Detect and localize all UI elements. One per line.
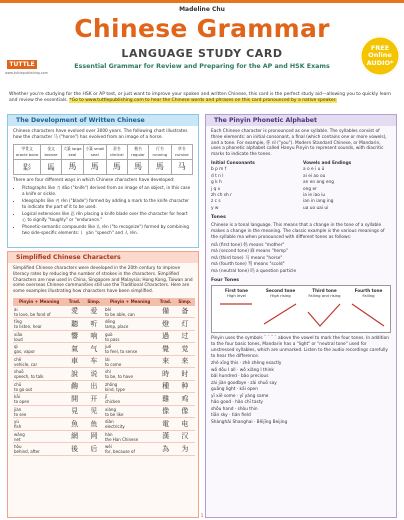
finals-column <box>303 161 391 212</box>
tone-chart <box>211 285 391 333</box>
script-style-glyph: 馬 <box>127 159 148 174</box>
evolution-heading: The Development of Written Chinese <box>8 115 198 126</box>
traditional-char: 為 <box>156 443 174 456</box>
script-style-glyph: 馬 <box>149 159 171 174</box>
meaning: kind, type <box>104 386 125 392</box>
traditional-char: 後 <box>65 443 83 456</box>
tone-desc: High rising <box>270 293 291 299</box>
pinyin-meaning-cell <box>13 380 65 393</box>
pinyin-meaning-cell <box>13 330 65 343</box>
table-row <box>13 430 195 443</box>
simplified-char: 网 <box>84 430 104 443</box>
meaning: the Han Chinese <box>104 436 139 442</box>
table-row <box>13 443 195 456</box>
pinyin-meaning-cell <box>104 380 156 393</box>
meaning: vehicle, car <box>14 361 38 367</box>
tone-column <box>346 288 391 298</box>
final-row: an en ang eng <box>303 180 334 186</box>
initials-heading: Initial Consonants <box>211 160 255 166</box>
intro-text: Whether you're studying for the HSK or AP test, or just want to improve your spoken and written Chinese, this card is the perfect study aid—allowing you to quickly learn and review the essentials. <box>9 92 391 104</box>
pinyin: diàn <box>104 419 114 425</box>
simplified-char: 后 <box>84 443 104 456</box>
traditional-char: 車 <box>65 355 83 368</box>
page-number: 1 <box>200 513 204 518</box>
pinyin-meaning-cell <box>13 430 65 443</box>
tone-name: First tone <box>224 288 248 294</box>
column-header: Trad. <box>65 298 83 306</box>
pinyin: shuō <box>14 369 24 375</box>
script-style-glyph: 𢒠 <box>14 159 41 174</box>
pinyin: shì <box>104 369 111 375</box>
pinyin: guò <box>104 331 113 337</box>
table-row <box>13 380 195 393</box>
meaning: to go out <box>14 386 33 392</box>
tagline: Essential Grammar for Review and Preparing for the AP and HSK Exams <box>74 63 330 70</box>
pinyin-meaning-cell <box>104 368 156 381</box>
tone-chart-caption: Four Tones <box>211 278 240 284</box>
pinyin-example: hǎo good · hǎo chī tasty <box>211 400 263 406</box>
script-style-label: 隶书 clerical <box>106 144 127 159</box>
table-row <box>13 318 195 331</box>
tone-desc: Falling <box>362 293 375 299</box>
table-row <box>13 418 195 431</box>
meaning: speech, to talk <box>14 374 44 380</box>
script-style-label: 行书 running <box>149 144 171 159</box>
simplified-char: 说 <box>84 368 104 381</box>
final-row: ong er <box>303 186 317 192</box>
simplified-char: 过 <box>175 330 195 343</box>
script-style-label: 楷书 regular <box>127 144 148 159</box>
traditional-char: 燈 <box>156 318 174 331</box>
final-row: a o e i u ü <box>303 167 325 173</box>
publisher-logo: TUTTLE <box>7 60 37 69</box>
traditional-char: 聽 <box>65 318 83 331</box>
pinyin-meaning-cell <box>104 430 156 443</box>
table-row <box>13 368 195 381</box>
final-row: ai ei ao ou <box>303 173 326 179</box>
pinyin: xiāo <box>14 331 23 337</box>
meaning: gas, vapor <box>14 349 36 355</box>
final-row: ua uo uai ui <box>303 205 329 211</box>
script-style-label: 金文 bronze <box>41 144 62 159</box>
pinyin-meaning-cell <box>104 443 156 456</box>
tones-heading: Tones <box>211 215 226 221</box>
meaning: behind, after <box>14 449 40 455</box>
simplified-table <box>13 298 195 456</box>
traditional-char: 電 <box>156 418 174 431</box>
pinyin-meaning-cell <box>13 443 65 456</box>
meaning: to open <box>14 399 30 405</box>
pinyin: yù <box>14 419 19 425</box>
audio-link-note[interactable]: *Go to www.tuttlepublishing.com to hear the Chinese words and phrases on this card pronounced by a native speaker. <box>69 98 337 104</box>
initial-row: y w <box>211 205 219 211</box>
script-style-glyph: 𩡧 <box>41 159 62 174</box>
simplified-char: 鱼 <box>84 418 104 431</box>
script-style-glyph: 馬 <box>83 159 106 174</box>
meaning: fish <box>14 424 22 430</box>
script-style-label: 草书 cursive <box>171 144 192 159</box>
pinyin-meaning-cell <box>13 306 65 318</box>
column-header: Pinyin + Meaning <box>13 298 65 306</box>
simplified-char: 开 <box>84 393 104 406</box>
table-row <box>13 330 195 343</box>
table-row <box>13 306 195 318</box>
meaning: to be, to have <box>104 374 133 380</box>
pinyin-meaning-cell <box>13 418 65 431</box>
script-style-label: 小篆 small seal <box>85 146 105 158</box>
script-style-glyph: 马 <box>171 159 192 174</box>
script-style-glyph: 馬 <box>61 159 83 174</box>
table-row <box>13 393 195 406</box>
initial-row: b p m f <box>211 167 227 173</box>
pinyin-example: shǒu hand · shòu thin <box>211 406 258 412</box>
simplified-char: 灯 <box>175 318 195 331</box>
simplified-char: 为 <box>175 443 195 456</box>
evolution-bullet: • Ideographs like 刃 rèn ("blade") formed by adding a mark to the knife character to indicate the part of it to be used. <box>22 198 192 210</box>
pinyin-sound-grid <box>211 161 391 212</box>
meaning: for, because of <box>104 449 135 455</box>
traditional-char: 來 <box>156 355 174 368</box>
pinyin-text: Each Chinese character is pronounced as one syllable. The syllables consist of three elements: an initial consonant, a final (which contains one or more vowels), and a tone. For example, 你 nǐ ("you"). Modern Standard Chinese, or Mandarin, uses a phonetic alphabet called Hanyu Pinyin to represent sounds, with diacritic marks to indicate the tones. <box>211 129 387 158</box>
meaning: chicken <box>104 399 121 405</box>
free-audio-badge <box>360 36 400 76</box>
simplified-char: 爱 <box>84 306 104 318</box>
pinyin: wǎng <box>14 431 25 437</box>
traditional-char: 響 <box>65 330 83 343</box>
pinyin-meaning-cell <box>13 368 65 381</box>
pinyin: zhǒng <box>104 381 118 387</box>
tone-name: Fourth tone <box>354 288 383 294</box>
traditional-char: 齣 <box>65 380 83 393</box>
evolution-intro2: There are four different ways in which Chinese characters have developed: <box>13 177 175 183</box>
initial-row: j q x <box>211 186 221 192</box>
simplified-char: 电 <box>175 418 195 431</box>
badge-line2: Online <box>368 51 392 60</box>
pinyin: qì <box>14 344 18 350</box>
pinyin: ài <box>14 306 18 312</box>
meaning: to love, be fond of <box>14 311 51 317</box>
pinyin: chē <box>14 356 22 362</box>
meaning: loud <box>14 336 23 342</box>
evolution-panel <box>7 114 199 248</box>
page-subtitle: LANGUAGE STUDY CARD <box>121 47 283 60</box>
traditional-char: 過 <box>156 330 174 343</box>
author-name: Madeline Chu <box>179 6 225 13</box>
traditional-char: 備 <box>156 306 174 318</box>
evolution-bullets <box>8 183 198 235</box>
pinyin-meaning-cell <box>104 405 156 418</box>
traditional-char: 說 <box>65 368 83 381</box>
pinyin-meaning-cell <box>104 393 156 406</box>
pinyin-meaning-cell <box>104 418 156 431</box>
simplified-heading: Simplified Chinese Characters <box>8 252 198 263</box>
column-header: Simp. <box>84 298 104 306</box>
meaning: to pass <box>104 336 120 342</box>
pinyin: bèi <box>104 306 112 312</box>
simplified-char: 车 <box>84 355 104 368</box>
tone-desc: High level <box>227 293 246 299</box>
meaning: net <box>14 436 21 442</box>
initial-row: d t n l <box>211 173 224 179</box>
meaning: to be like <box>104 411 124 417</box>
pinyin: dēng <box>104 319 116 325</box>
simplified-char: 听 <box>84 318 104 331</box>
pinyin-example: zài jiàn goodbye · zài shuō say <box>211 380 277 386</box>
evolution-bullet: • Logical extensions like 忍 rěn placing a knife blade over the character for heart 心 to signify "toughly" or "endurance." <box>22 211 192 223</box>
table-row <box>13 343 195 356</box>
tone-examples <box>206 241 396 276</box>
traditional-char: 漢 <box>156 430 174 443</box>
tone-name: Second tone <box>265 288 296 294</box>
pinyin-example: Shànghǎi Shanghai · Běijīng Beijing <box>211 419 288 425</box>
tone-column <box>258 288 303 298</box>
pinyin-meaning-cell <box>13 318 65 331</box>
pinyin-meaning-cell <box>13 355 65 368</box>
traditional-char: 見 <box>65 405 83 418</box>
pinyin-example: guāng light · kāi open <box>211 387 258 393</box>
evolution-bullet: • Pictographs like 刀 dāo ("knife") derived from an image of an object, in this case a knife or sickle. <box>22 185 192 197</box>
final-row: ian in iang ing <box>303 199 334 205</box>
traditional-char: 時 <box>156 368 174 381</box>
pinyin: kāi <box>14 394 20 400</box>
meaning: to listen, hear <box>14 324 42 330</box>
pinyin: tīng <box>14 319 22 325</box>
simplified-panel <box>7 251 199 518</box>
script-style-glyph: 馬 <box>106 159 127 174</box>
simplified-char: 气 <box>84 343 104 356</box>
pinyin-meaning-cell <box>13 343 65 356</box>
pinyin: chū <box>14 381 22 387</box>
pinyin-meaning-cell <box>104 306 156 318</box>
simplified-char: 鸡 <box>175 393 195 406</box>
pinyin-meaning-cell <box>13 405 65 418</box>
simplified-char: 出 <box>84 380 104 393</box>
pinyin: xiàng <box>104 406 116 412</box>
simplified-char: 响 <box>84 330 104 343</box>
simplified-char: 种 <box>175 380 195 393</box>
tone-name: Third tone <box>312 288 337 294</box>
traditional-char: 覺 <box>156 343 174 356</box>
column-header: Simp. <box>175 298 195 306</box>
column-header: Pinyin + Meaning <box>104 298 156 306</box>
pinyin-meaning-cell <box>104 343 156 356</box>
initials-column <box>211 161 299 212</box>
tone-example: mà (fourth tone) 骂 means "scold" <box>211 262 285 268</box>
pinyin: lái <box>104 356 110 362</box>
evolution-text: Chinese characters have evolved over 3000 years. The following chart illustrates how the character 马 ("horse") has evolved from an image of a horse. <box>13 129 188 140</box>
page-title: Chinese Grammar <box>74 14 330 43</box>
pinyin-example: tiān sky · tián field <box>211 413 251 419</box>
simplified-char: 汉 <box>175 430 195 443</box>
simplified-text: Simplified Chinese characters were developed in the 20th century to improve literacy rates by reducing the number of strokes in the characters. Simplified Characters are now used in China, Singapore and Malaysia; Hong Kong, Taiwan and some overseas Chinese communities still use the Traditional Characters. Here are some examples illustrating how characters have been simplified. <box>13 266 193 295</box>
initial-row: g k h <box>211 180 222 186</box>
top-accent-strip <box>0 0 404 3</box>
traditional-char: 愛 <box>65 306 83 318</box>
simplified-char: 见 <box>84 405 104 418</box>
final-row: ia ie iao iu <box>303 193 326 199</box>
tone-example: ma (neutral tone) 吗 a question particle <box>211 268 297 274</box>
pinyin-heading: The Pinyin Phonetic Alphabet <box>206 115 396 126</box>
pinyin-meaning-cell <box>104 318 156 331</box>
tone-column <box>302 288 347 298</box>
initial-row: z c s <box>211 199 221 205</box>
traditional-char: 氣 <box>65 343 83 356</box>
traditional-char: 雞 <box>156 393 174 406</box>
traditional-char: 開 <box>65 393 83 406</box>
pinyin: hàn <box>104 431 113 437</box>
publisher-url[interactable]: www.tuttlepublishing.com <box>5 71 48 75</box>
tone-desc: Falling and rising <box>308 293 341 299</box>
simplified-char: 来 <box>175 355 195 368</box>
script-style-label: 大篆 large seal <box>63 146 82 158</box>
pinyin-meaning-cell <box>104 330 156 343</box>
meaning: to come <box>104 361 122 367</box>
pinyin-meaning-cell <box>13 393 65 406</box>
tone-example: mā (first tone) 妈 means "mother" <box>211 242 285 248</box>
traditional-char: 像 <box>156 405 174 418</box>
tone-example: mǎ (third tone) 马 means "horse" <box>211 255 283 261</box>
pinyin: wèi <box>104 444 112 450</box>
column-header: Trad. <box>156 298 174 306</box>
tone-example: má (second tone) 麻 means "hemp" <box>211 249 288 255</box>
meaning: to be able, can <box>104 311 135 317</box>
meaning: lamp, place <box>104 324 129 330</box>
tone-column <box>214 288 259 298</box>
meaning: to feel, to sense <box>104 349 138 355</box>
pinyin-panel <box>205 114 397 518</box>
pinyin: jiàn <box>14 406 22 412</box>
pinyin-example: yī xiē some · yī yàng same <box>211 393 269 399</box>
traditional-char: 魚 <box>65 418 83 431</box>
pinyin: jué <box>104 344 112 350</box>
table-row <box>13 405 195 418</box>
pinyin-example: bǎi hundred · bǎo precious <box>211 374 269 380</box>
simplified-char: 像 <box>175 405 195 418</box>
pinyin-example: wǒ dōu I all · wǒ xiǎng I think <box>211 367 274 373</box>
table-row <box>13 355 195 368</box>
meaning: electricity <box>104 424 125 430</box>
initial-row: zh ch sh r <box>211 193 232 199</box>
finals-heading: Vowels and Endings <box>303 160 352 166</box>
tones-text: Chinese is a tonal language. This means that a change in the tone of a syllable makes a change in the meaning. The classic example is the various meanings of the syllable ma when pronounced with different tones as follows: <box>211 223 385 240</box>
intro-paragraph <box>9 92 395 105</box>
evolution-chart <box>13 144 193 175</box>
traditional-char: 網 <box>65 430 83 443</box>
meaning: to see <box>14 411 27 417</box>
badge-line1: FREE <box>370 43 390 52</box>
pinyin-meaning-cell <box>104 355 156 368</box>
simplified-char: 觉 <box>175 343 195 356</box>
badge-line3: AUDIO* <box>366 58 394 67</box>
pinyin: jī <box>104 394 108 400</box>
simplified-char: 时 <box>175 368 195 381</box>
traditional-char: 種 <box>156 380 174 393</box>
script-style-label: 甲骨文 oracle bone <box>14 144 41 159</box>
simplified-char: 备 <box>175 306 195 318</box>
tone-rules-text: Pinyin uses the symbols ˉ ˊ ˇ ˋ above the vowel to mark the four tones. In addition to the four basic tones, Mandarin has a "light" or "neutral tone" used for unstressed syllables, which are unmarked. Listen to the audio recordings carefully to hear the difference. <box>211 336 389 359</box>
evolution-bullet: • Phonetic-semantic compounds like 认 rèn ("to recognize") formed by combining two side-specific elements: 讠 yán "speech" and 人 rén. <box>22 224 192 236</box>
pinyin-examples <box>206 359 396 426</box>
pinyin-example: zhè xīng this · zhè zhèng exactly <box>211 361 282 367</box>
pinyin: hòu <box>14 444 22 450</box>
